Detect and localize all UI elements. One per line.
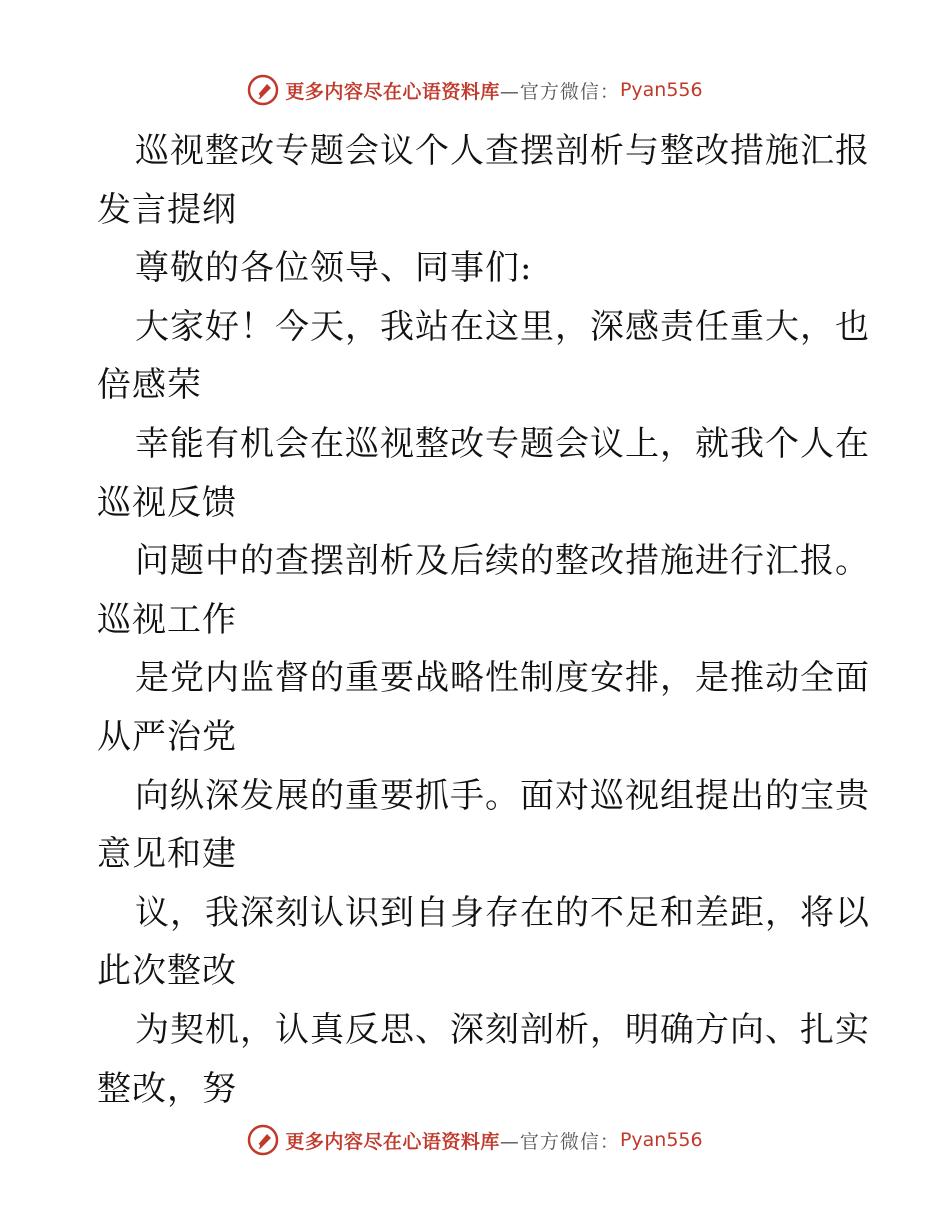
paragraph-line: 为契机，认真反思、深刻剖析，明确方向、扎实 [135,1009,870,1050]
paragraph-line: 议，我深刻认识到自身存在的不足和差距，将以 [135,892,870,933]
banner-text-main: 更多内容尽在心语资料库 [285,80,500,103]
pen-nib-circle-icon [247,74,279,106]
paragraph-line: 整改，努 [97,1068,237,1109]
paragraph-line: 巡视反馈 [97,482,237,523]
paragraph-line: 意见和建 [97,834,237,875]
salutation-line: 尊敬的各位领导、同事们: [135,248,533,289]
banner-wechat-id: Pyan556 [619,1129,703,1151]
pen-nib-circle-icon [247,1124,279,1156]
paragraph-line: 巡视工作 [97,599,237,640]
document-title-line-1: 巡视整改专题会议个人查摆剖析与整改措施汇报 [135,131,870,171]
banner-text-separator: —官方微信： [499,1130,620,1153]
paragraph-line: 向纵深发展的重要抓手。面对巡视组提出的宝贵 [135,775,870,816]
document-body [97,122,870,1118]
document-title-line-2: 发言提纲 [97,189,237,230]
banner-wechat-id: Pyan556 [619,79,703,101]
paragraph-line: 此次整改 [97,951,237,992]
banner-text-main: 更多内容尽在心语资料库 [285,1130,500,1153]
header-watermark-banner [0,73,950,107]
paragraph-line: 幸能有机会在巡视整改专题会议上，就我个人在 [135,423,870,464]
paragraph-line: 倍感荣 [97,365,202,406]
paragraph-line: 是党内监督的重要战略性制度安排，是推动全面 [135,658,870,699]
paragraph-line: 问题中的查摆剖析及后续的整改措施进行汇报。 [135,541,870,582]
banner-text-separator: —官方微信： [499,80,620,103]
paragraph-line: 大家好！今天，我站在这里，深感责任重大，也 [135,306,870,347]
paragraph-line: 从严治党 [97,716,237,757]
footer-watermark-banner [0,1123,950,1157]
